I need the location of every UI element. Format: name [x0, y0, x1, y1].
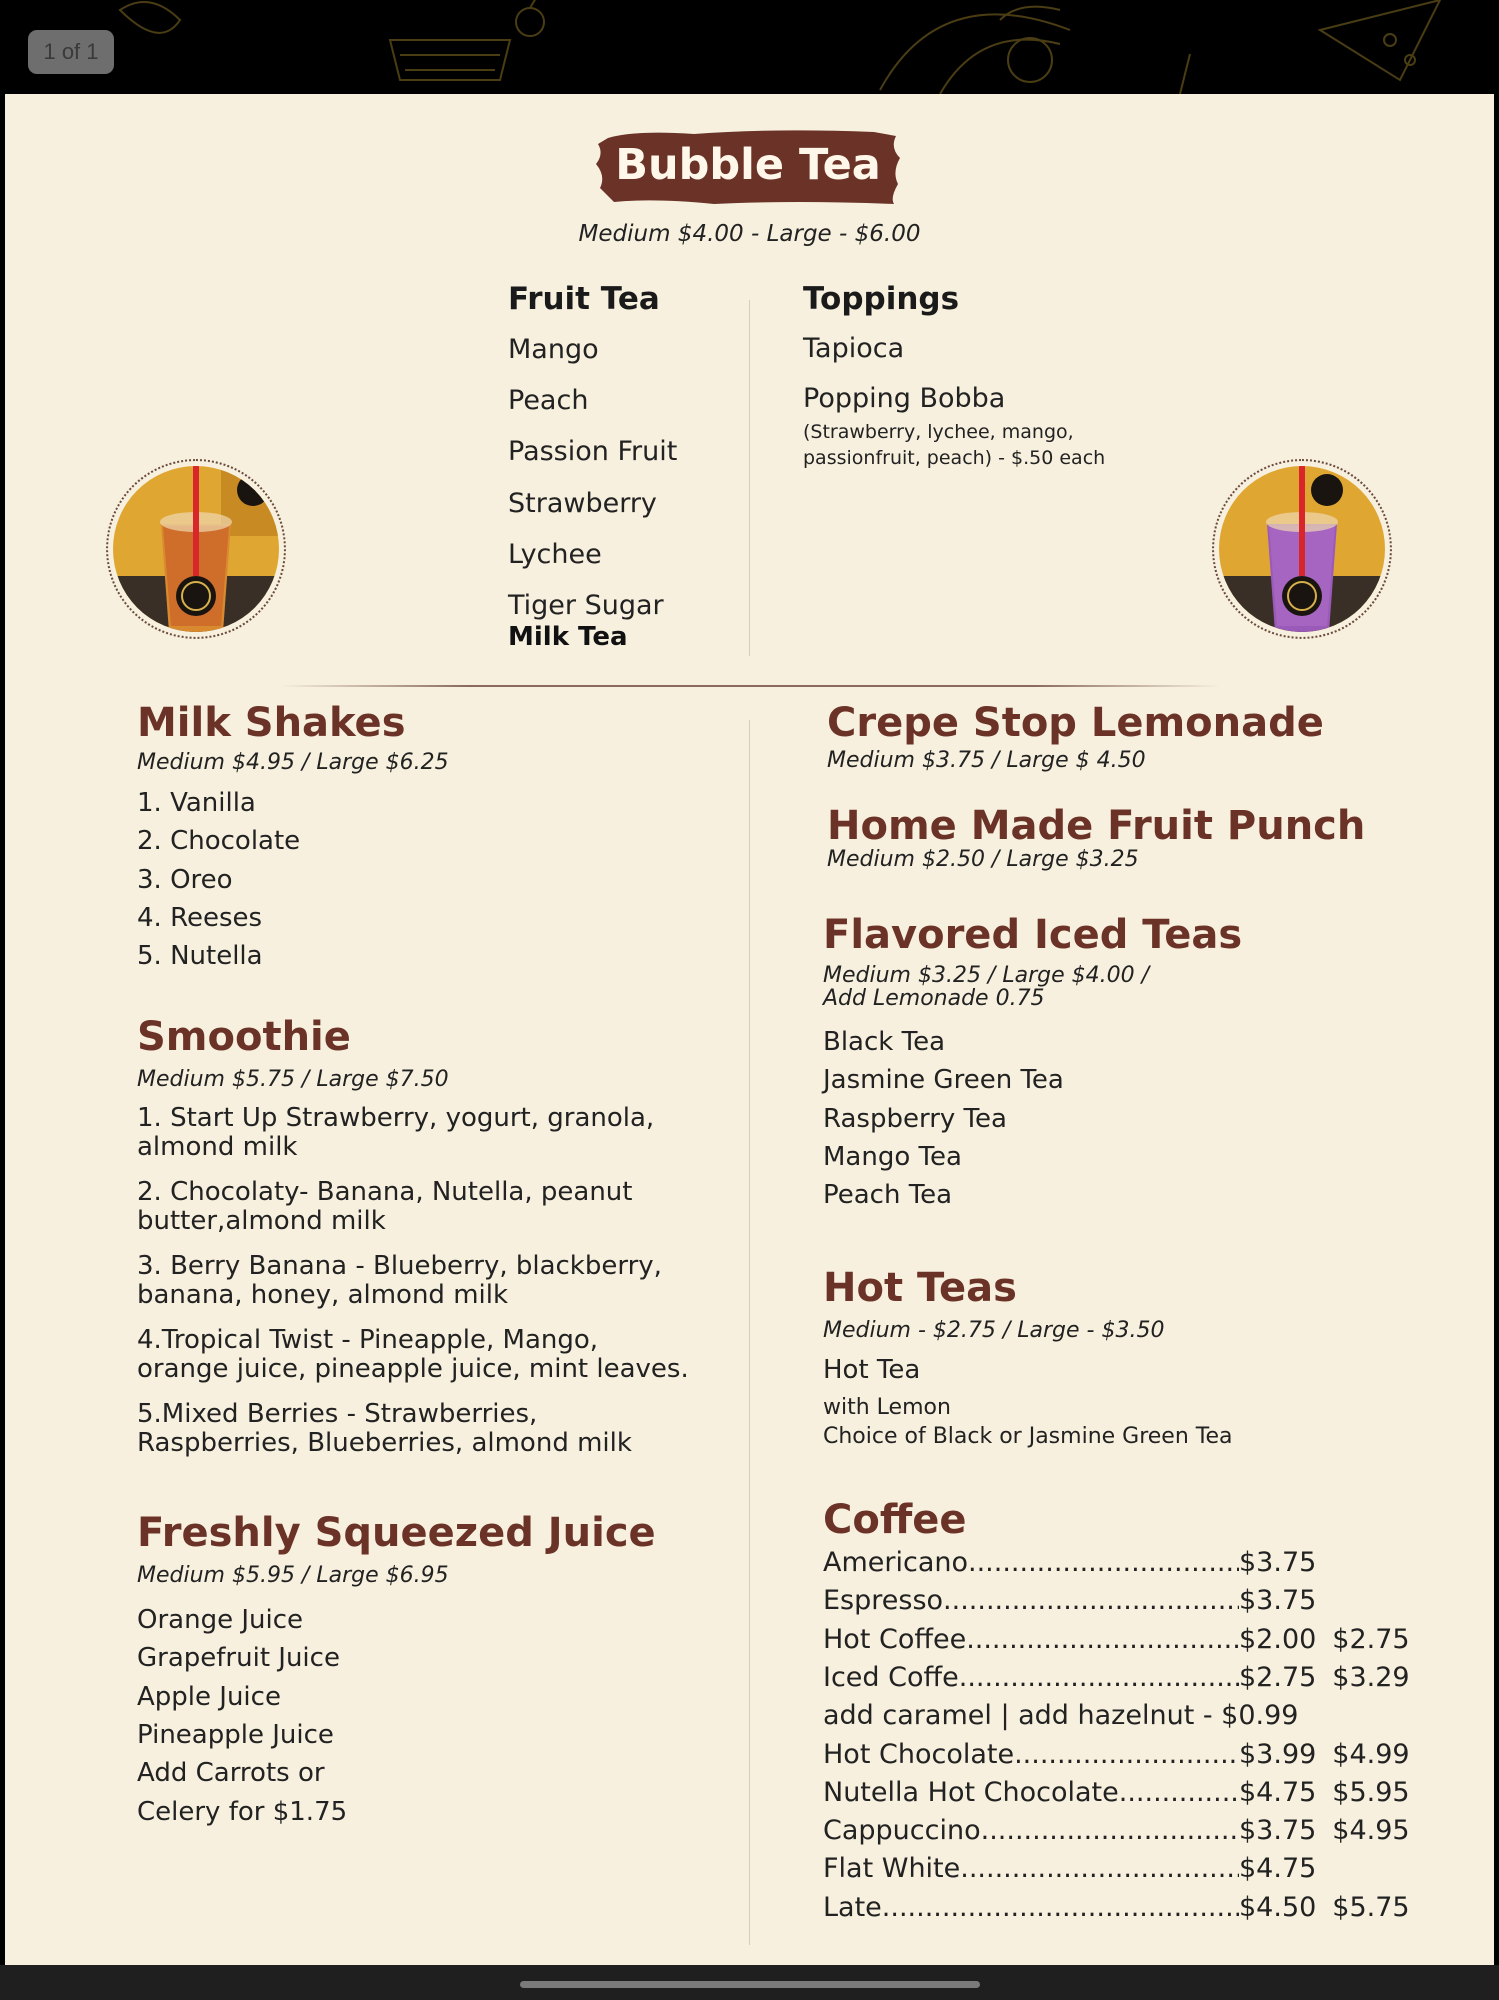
milk-shake-item: 1. Vanilla: [137, 788, 256, 818]
iced-teas-title: Flavored Iced Teas: [823, 912, 1243, 958]
topping-note: passionfruit, peach) - $.50 each: [803, 447, 1106, 469]
punch-title: Home Made Fruit Punch: [827, 803, 1366, 849]
topping-item: Tapioca: [803, 333, 905, 364]
juice-prices: Medium $5.95 / Large $6.95: [137, 1563, 449, 1588]
hot-teas-prices: Medium - $2.75 / Large - $3.50: [823, 1318, 1165, 1343]
dot-leader: [882, 1892, 1239, 1923]
coffee-price-medium: $3.75: [1239, 1585, 1317, 1616]
smoothie-item: banana, honey, almond milk: [137, 1280, 509, 1310]
coffee-price-large: $5.95: [1332, 1777, 1410, 1808]
coffee-price-medium: $3.99: [1239, 1739, 1317, 1770]
coffee-price-medium: $4.50: [1239, 1892, 1317, 1923]
hot-tea-note: Choice of Black or Jasmine Green Tea: [823, 1424, 1233, 1449]
iced-tea-item: Peach Tea: [823, 1180, 953, 1210]
punch-prices: Medium $2.50 / Large $3.25: [827, 847, 1139, 872]
coffee-item-name: Americano: [823, 1547, 969, 1578]
coffee-row: [823, 1662, 1423, 1698]
coffee-price-large: $3.29: [1332, 1662, 1410, 1693]
column-divider: [749, 300, 750, 656]
juice-item: Pineapple Juice: [137, 1720, 334, 1750]
hot-tea-item: Hot Tea: [823, 1355, 921, 1385]
topping-item: Popping Bobba: [803, 383, 1006, 414]
lemonade-title: Crepe Stop Lemonade: [827, 700, 1324, 746]
hot-teas-title: Hot Teas: [823, 1265, 1017, 1311]
smoothie-item: orange juice, pineapple juice, mint leaves.: [137, 1354, 689, 1384]
dot-leader: [960, 1853, 1239, 1884]
coffee-price-large: $4.95: [1332, 1815, 1410, 1846]
iced-teas-prices: Medium $3.25 / Large $4.00 /: [823, 963, 1150, 988]
iced-tea-item: Raspberry Tea: [823, 1104, 1007, 1134]
milk-shake-item: 5. Nutella: [137, 941, 263, 971]
dot-leader: [943, 1585, 1239, 1616]
milk-tea-label: Milk Tea: [508, 622, 628, 652]
smoothie-item: 5.Mixed Berries - Strawberries,: [137, 1399, 538, 1429]
smoothie-item: Raspberries, Blueberries, almond milk: [137, 1428, 632, 1458]
coffee-price-large: $5.75: [1332, 1892, 1410, 1923]
fruit-tea-item: Mango: [508, 334, 599, 365]
coffee-price-medium: $2.75: [1239, 1662, 1317, 1693]
dot-leader: [966, 1624, 1239, 1655]
doodle-decoration: [0, 0, 1499, 94]
section-divider: [280, 685, 1220, 687]
smoothie-prices: Medium $5.75 / Large $7.50: [137, 1067, 449, 1092]
juice-item: Grapefruit Juice: [137, 1643, 340, 1673]
coffee-row: [823, 1815, 1423, 1851]
coffee-prices: [1239, 1662, 1423, 1693]
coffee-prices: [1239, 1892, 1423, 1923]
smoothie-title: Smoothie: [137, 1014, 351, 1060]
iced-tea-item: Mango Tea: [823, 1142, 962, 1172]
smoothie-item: 4.Tropical Twist - Pineapple, Mango,: [137, 1325, 599, 1355]
home-indicator[interactable]: [520, 1981, 980, 1988]
coffee-price-medium: $3.75: [1239, 1547, 1317, 1578]
bubble-tea-prices: Medium $4.00 - Large - $6.00: [578, 221, 921, 247]
dot-leader: [981, 1815, 1239, 1846]
coffee-row: [823, 1853, 1423, 1889]
iced-tea-item: Black Tea: [823, 1027, 946, 1057]
coffee-prices: [1239, 1585, 1423, 1616]
toppings-heading: Toppings: [803, 281, 960, 317]
fruit-tea-item: Peach: [508, 385, 589, 416]
topping-note: (Strawberry, lychee, mango,: [803, 421, 1074, 443]
coffee-price-large: $2.75: [1332, 1624, 1410, 1655]
coffee-item-name: Hot Chocolate: [823, 1739, 1015, 1770]
coffee-row: [823, 1892, 1423, 1928]
coffee-price-medium: $4.75: [1239, 1853, 1317, 1884]
coffee-price-medium: $4.75: [1239, 1777, 1317, 1808]
milk-shake-item: 2. Chocolate: [137, 826, 301, 856]
coffee-row: [823, 1547, 1423, 1583]
milk-shakes-title: Milk Shakes: [137, 700, 406, 746]
dot-leader: [1014, 1739, 1239, 1770]
fruit-tea-item: Tiger Sugar: [508, 590, 664, 621]
coffee-item-name: Nutella Hot Chocolate: [823, 1777, 1119, 1808]
coffee-prices: [1239, 1547, 1423, 1578]
fruit-tea-heading: Fruit Tea: [508, 281, 660, 317]
smoothie-item: almond milk: [137, 1132, 298, 1162]
coffee-item-name: Flat White: [823, 1853, 961, 1884]
juice-item: Add Carrots or: [137, 1758, 325, 1788]
coffee-row: [823, 1777, 1423, 1813]
fruit-tea-item: Lychee: [508, 539, 602, 570]
juice-item: Orange Juice: [137, 1605, 303, 1635]
lemonade-prices: Medium $3.75 / Large $ 4.50: [827, 748, 1146, 773]
juice-item: Celery for $1.75: [137, 1797, 348, 1827]
drink-photo-right: [1212, 459, 1392, 639]
column-divider: [749, 720, 750, 1945]
smoothie-item: 2. Chocolaty- Banana, Nutella, peanut: [137, 1177, 633, 1207]
fruit-tea-item: Strawberry: [508, 488, 657, 519]
coffee-price-medium: $2.00: [1239, 1624, 1317, 1655]
milk-shakes-prices: Medium $4.95 / Large $6.25: [137, 750, 449, 775]
fruit-tea-item: Passion Fruit: [508, 436, 678, 467]
dot-leader: [959, 1662, 1239, 1693]
coffee-row: [823, 1624, 1423, 1660]
iced-tea-item: Jasmine Green Tea: [823, 1065, 1064, 1095]
coffee-price-medium: $3.75: [1239, 1815, 1317, 1846]
coffee-item-name: Espresso: [823, 1585, 944, 1616]
coffee-item-name: Hot Coffee: [823, 1624, 967, 1655]
juice-item: Apple Juice: [137, 1682, 281, 1712]
coffee-row: [823, 1585, 1423, 1621]
smoothie-item: 1. Start Up Strawberry, yogurt, granola,: [137, 1103, 655, 1133]
juice-title: Freshly Squeezed Juice: [137, 1510, 656, 1556]
coffee-row: [823, 1739, 1423, 1775]
smoothie-item: butter,almond milk: [137, 1206, 386, 1236]
coffee-prices: [1239, 1777, 1423, 1808]
drink-photo-left: [106, 459, 286, 639]
coffee-title: Coffee: [823, 1497, 967, 1543]
coffee-prices: [1239, 1815, 1423, 1846]
coffee-item-name: Late: [823, 1892, 882, 1923]
milk-shake-item: 4. Reeses: [137, 903, 263, 933]
hot-tea-note: with Lemon: [823, 1395, 951, 1420]
coffee-item-name: Iced Coffe: [823, 1662, 959, 1693]
coffee-prices: [1239, 1739, 1423, 1770]
bubble-tea-title: Bubble Tea: [615, 140, 881, 190]
smoothie-item: 3. Berry Banana - Blueberry, blackberry,: [137, 1251, 662, 1281]
viewer-top-bar: [0, 0, 1499, 94]
coffee-item-name: Cappuccino: [823, 1815, 981, 1846]
dot-leader: [1119, 1777, 1239, 1808]
milk-shake-item: 3. Oreo: [137, 865, 233, 895]
coffee-prices: [1239, 1624, 1423, 1655]
coffee-price-large: $4.99: [1332, 1739, 1410, 1770]
iced-teas-lemonade-addon: Add Lemonade 0.75: [823, 986, 1045, 1011]
coffee-prices: [1239, 1853, 1423, 1884]
dot-leader: [968, 1547, 1239, 1578]
page-indicator: 1 of 1: [28, 30, 114, 74]
coffee-flavor-addon: add caramel | add hazelnut - $0.99: [823, 1700, 1299, 1731]
